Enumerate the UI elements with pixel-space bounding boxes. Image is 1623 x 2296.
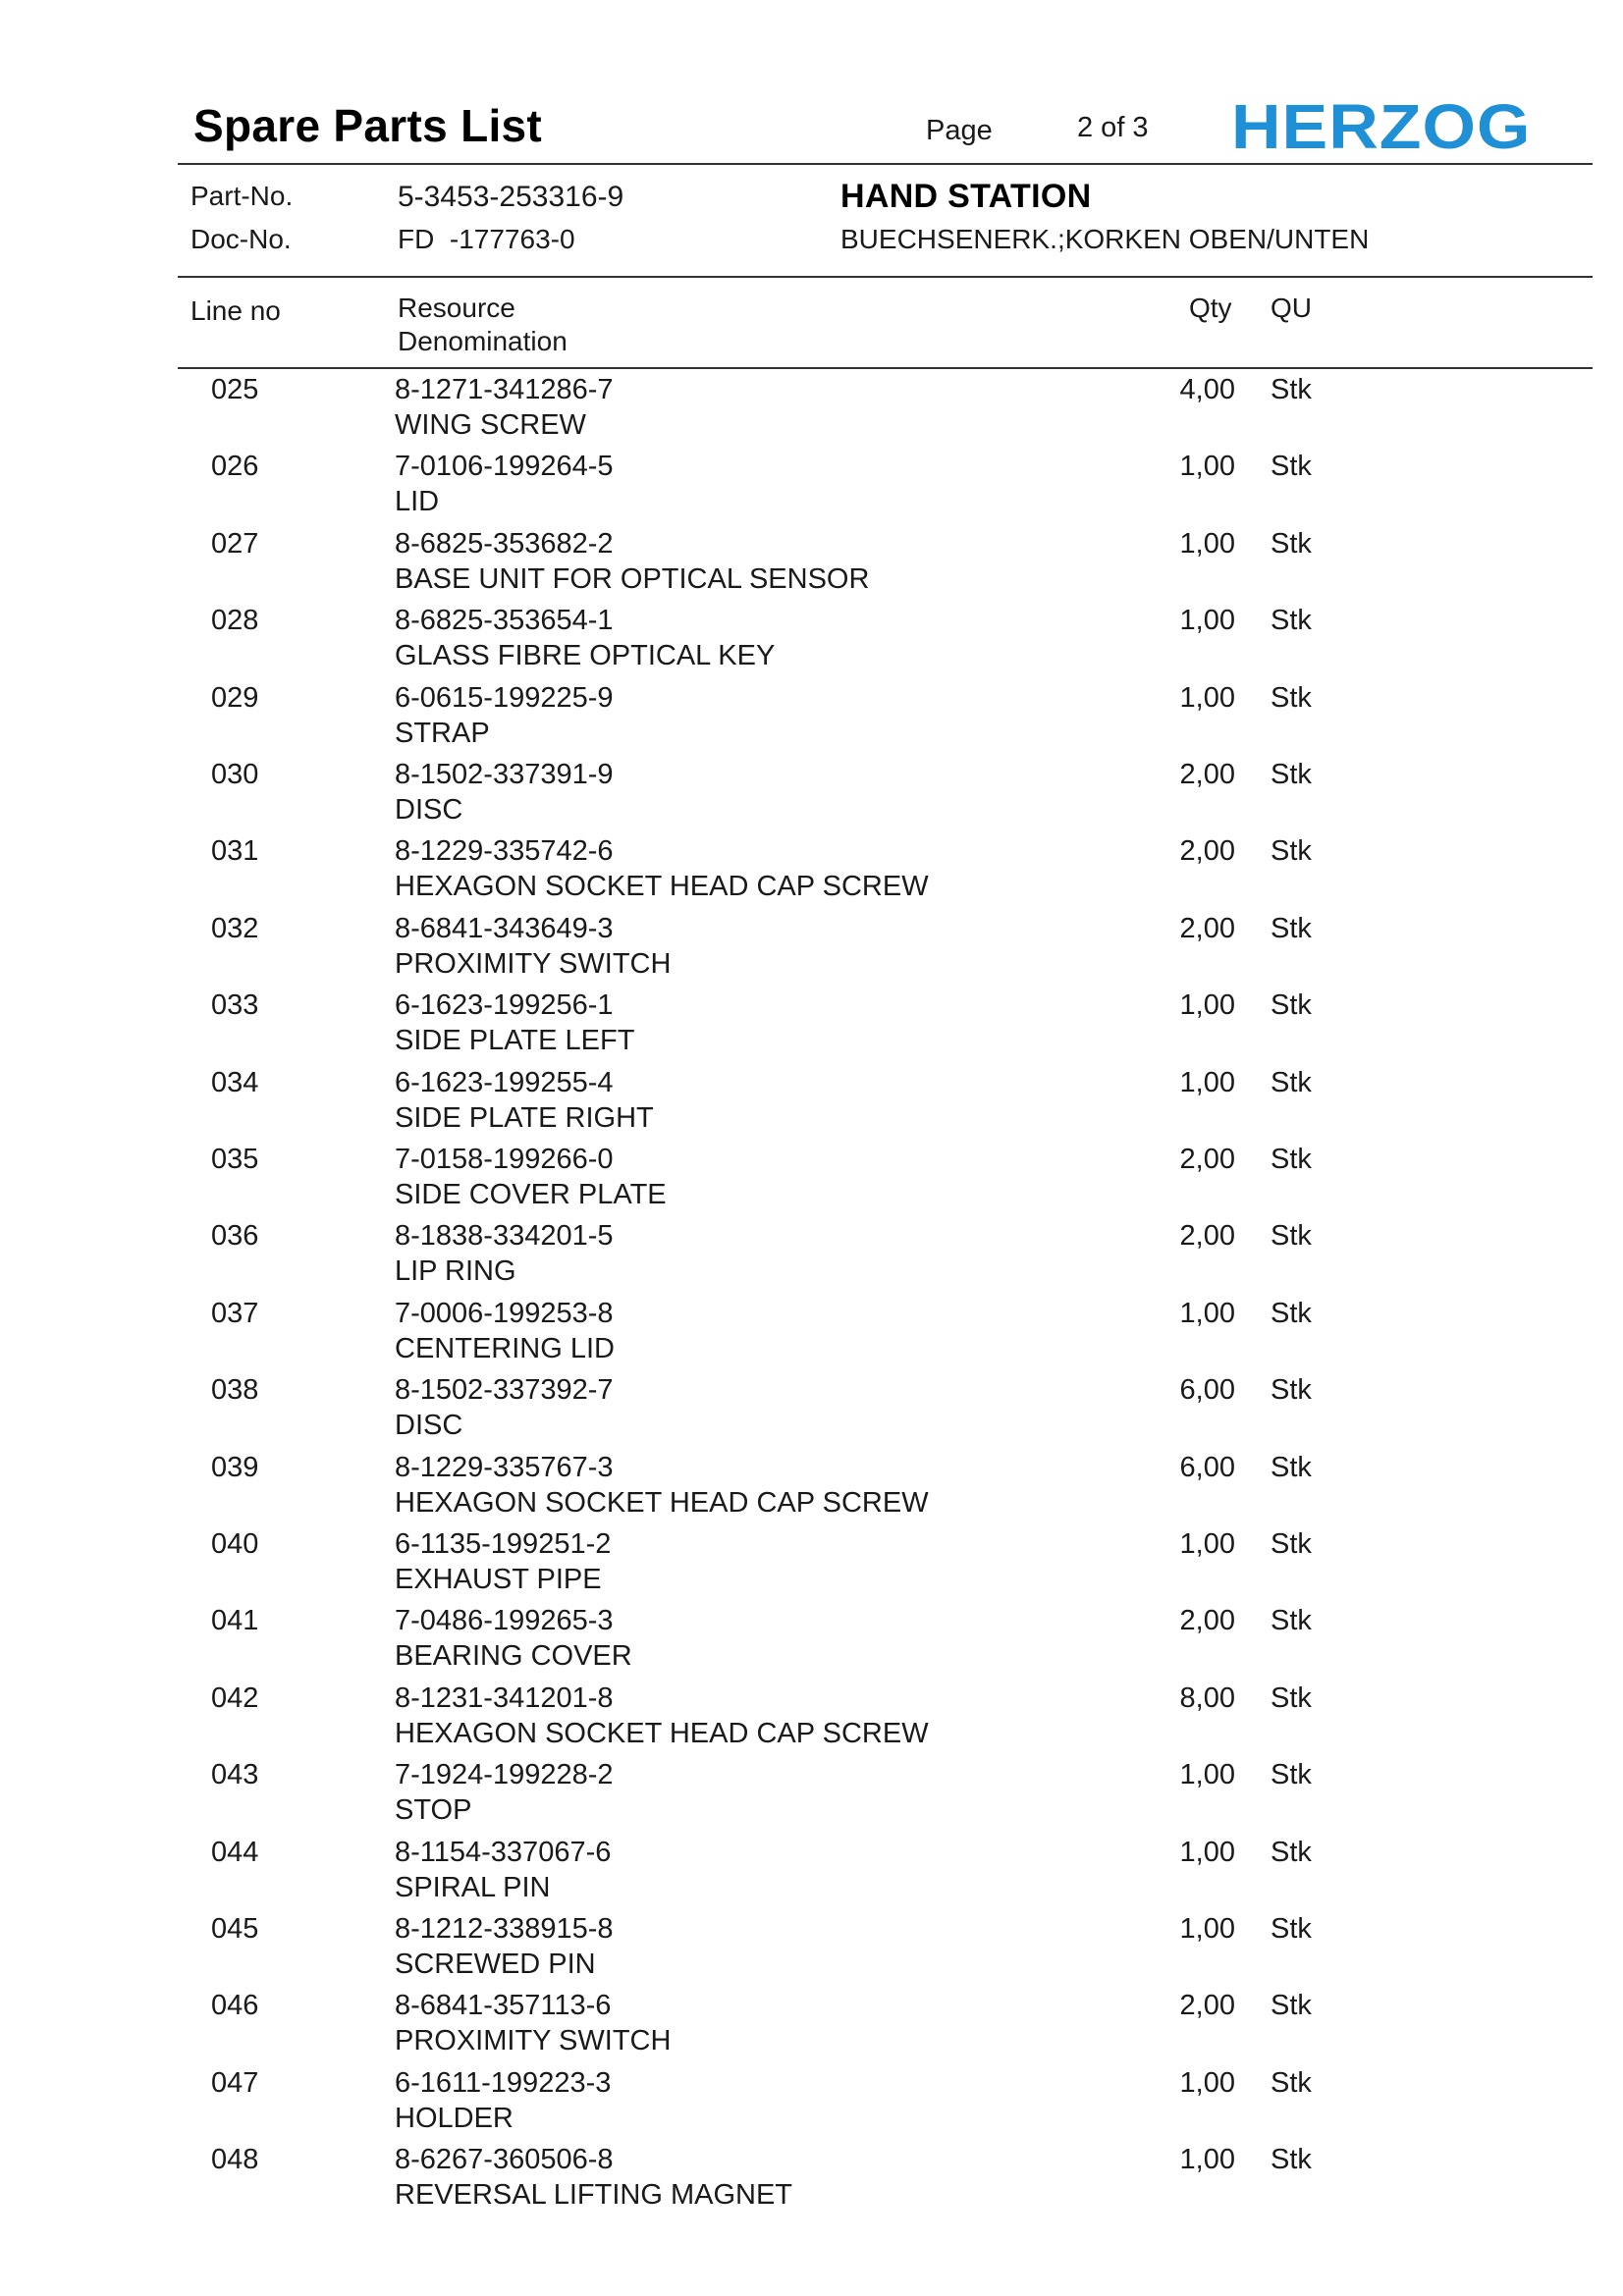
column-header-resource: Resource	[398, 293, 515, 323]
line-number: 040	[211, 1528, 259, 1560]
quantity-unit: Stk	[1271, 1682, 1312, 1714]
quantity-unit: Stk	[1271, 1297, 1312, 1329]
resource-number: 8-1231-341201-8	[395, 1682, 614, 1714]
quantity-unit: Stk	[1271, 1066, 1312, 1098]
quantity-unit: Stk	[1271, 451, 1312, 483]
product-subtitle: BUECHSENERK.;KORKEN OBEN/UNTEN	[840, 224, 1370, 254]
quantity: 1,00	[1179, 1913, 1235, 1945]
quantity: 2,00	[1179, 759, 1235, 790]
quantity: 2,00	[1179, 1990, 1235, 2022]
quantity-unit: Stk	[1271, 1759, 1312, 1791]
line-number: 026	[211, 451, 259, 483]
denomination: PROXIMITY SWITCH	[395, 947, 672, 980]
line-number: 038	[211, 1374, 259, 1407]
resource-number: 8-6825-353654-1	[395, 605, 614, 637]
quantity: 1,00	[1179, 1297, 1235, 1329]
denomination: WING SCREW	[395, 409, 586, 441]
quantity: 1,00	[1179, 605, 1235, 637]
denomination: HOLDER	[395, 2102, 514, 2134]
resource-number: 8-6825-353682-2	[395, 527, 614, 560]
quantity-unit: Stk	[1271, 1913, 1312, 1945]
product-title: HAND STATION	[840, 178, 1092, 215]
denomination: HEXAGON SOCKET HEAD CAP SCREW	[395, 871, 929, 903]
denomination: STOP	[395, 1794, 472, 1827]
line-number: 043	[211, 1759, 259, 1791]
denomination: BASE UNIT FOR OPTICAL SENSOR	[395, 562, 870, 595]
resource-number: 7-0006-199253-8	[395, 1297, 614, 1329]
quantity: 2,00	[1179, 1605, 1235, 1637]
denomination: SIDE COVER PLATE	[395, 1179, 667, 1210]
resource-number: 8-1838-334201-5	[395, 1220, 614, 1253]
resource-number: 7-1924-199228-2	[395, 1759, 614, 1791]
quantity-unit: Stk	[1271, 1374, 1312, 1407]
header-divider	[178, 163, 1593, 165]
quantity: 2,00	[1179, 835, 1235, 868]
column-header-qty: Qty	[1189, 293, 1232, 323]
quantity-unit: Stk	[1271, 1528, 1312, 1560]
quantity-unit: Stk	[1271, 1990, 1312, 2022]
resource-number: 7-0106-199264-5	[395, 451, 614, 483]
denomination: SPIRAL PIN	[395, 1871, 551, 1903]
denomination: PROXIMITY SWITCH	[395, 2025, 672, 2057]
quantity: 1,00	[1179, 1836, 1235, 1868]
quantity-unit: Stk	[1271, 527, 1312, 560]
denomination: GLASS FIBRE OPTICAL KEY	[395, 640, 776, 672]
quantity: 1,00	[1179, 681, 1235, 714]
line-number: 046	[211, 1990, 259, 2022]
line-number: 028	[211, 605, 259, 637]
quantity-unit: Stk	[1271, 912, 1312, 944]
column-header-denomination: Denomination	[398, 326, 568, 356]
column-header-divider	[178, 367, 1593, 369]
column-header-qu: QU	[1271, 293, 1312, 323]
quantity-unit: Stk	[1271, 1605, 1312, 1637]
quantity: 2,00	[1179, 912, 1235, 944]
quantity: 1,00	[1179, 2144, 1235, 2176]
quantity: 1,00	[1179, 2066, 1235, 2099]
quantity: 6,00	[1179, 1374, 1235, 1407]
denomination: LID	[395, 486, 440, 518]
line-number: 039	[211, 1451, 259, 1483]
quantity-unit: Stk	[1271, 759, 1312, 790]
denomination: STRAP	[395, 717, 490, 749]
resource-number: 8-1502-337391-9	[395, 759, 614, 790]
line-number: 027	[211, 527, 259, 560]
quantity: 1,00	[1179, 1066, 1235, 1098]
doc-no-label: Doc-No.	[190, 224, 292, 254]
quantity: 2,00	[1179, 1220, 1235, 1253]
resource-number: 8-1502-337392-7	[395, 1374, 614, 1407]
resource-number: 6-1623-199255-4	[395, 1066, 614, 1098]
denomination: EXHAUST PIPE	[395, 1564, 602, 1595]
line-number: 037	[211, 1297, 259, 1329]
resource-number: 7-0486-199265-3	[395, 1605, 614, 1637]
quantity-unit: Stk	[1271, 835, 1312, 868]
line-number: 041	[211, 1605, 259, 1637]
line-number: 032	[211, 912, 259, 944]
line-number: 042	[211, 1682, 259, 1714]
resource-number: 6-1135-199251-2	[395, 1528, 612, 1560]
quantity-unit: Stk	[1271, 1220, 1312, 1253]
quantity: 1,00	[1179, 451, 1235, 483]
line-number: 048	[211, 2144, 259, 2176]
line-number: 044	[211, 1836, 259, 1868]
denomination: SIDE PLATE RIGHT	[395, 1101, 654, 1134]
denomination: LIP RING	[395, 1255, 516, 1288]
line-number: 033	[211, 989, 259, 1022]
line-number: 031	[211, 835, 259, 868]
page-number: 2 of 3	[1077, 112, 1149, 143]
resource-number: 8-1229-335767-3	[395, 1451, 614, 1483]
line-number: 034	[211, 1066, 259, 1098]
line-number: 030	[211, 759, 259, 790]
quantity-unit: Stk	[1271, 605, 1312, 637]
part-no-label: Part-No.	[190, 181, 294, 211]
quantity-unit: Stk	[1271, 374, 1312, 405]
quantity-unit: Stk	[1271, 2144, 1312, 2176]
page-title: Spare Parts List	[193, 100, 543, 151]
line-number: 036	[211, 1220, 259, 1253]
quantity-unit: Stk	[1271, 1144, 1312, 1175]
line-number: 025	[211, 374, 259, 405]
resource-number: 8-1154-337067-6	[395, 1836, 612, 1868]
denomination: DISC	[395, 794, 463, 826]
part-no-value: 5-3453-253316-9	[398, 181, 624, 213]
quantity: 2,00	[1179, 1144, 1235, 1175]
quantity: 6,00	[1179, 1451, 1235, 1483]
quantity: 8,00	[1179, 1682, 1235, 1714]
column-header-line-no: Line no	[190, 295, 281, 326]
resource-number: 8-1212-338915-8	[395, 1913, 614, 1945]
line-number: 045	[211, 1913, 259, 1945]
quantity-unit: Stk	[1271, 1836, 1312, 1868]
denomination: REVERSAL LIFTING MAGNET	[395, 2179, 792, 2212]
quantity: 1,00	[1179, 527, 1235, 560]
resource-number: 8-1271-341286-7	[395, 374, 614, 405]
line-number: 047	[211, 2066, 259, 2099]
quantity-unit: Stk	[1271, 681, 1312, 714]
resource-number: 8-6841-343649-3	[395, 912, 614, 944]
resource-number: 6-0615-199225-9	[395, 681, 614, 714]
quantity: 1,00	[1179, 1759, 1235, 1791]
denomination: SIDE PLATE LEFT	[395, 1025, 635, 1057]
denomination: SCREWED PIN	[395, 1949, 596, 1980]
resource-number: 6-1611-199223-3	[395, 2066, 612, 2099]
resource-number: 7-0158-199266-0	[395, 1144, 614, 1175]
doc-no-value: FD -177763-0	[398, 224, 575, 254]
herzog-logo: HERZOG	[1231, 90, 1532, 162]
denomination: DISC	[395, 1410, 463, 1442]
resource-number: 8-6267-360506-8	[395, 2144, 614, 2176]
resource-number: 6-1623-199256-1	[395, 989, 614, 1022]
quantity: 1,00	[1179, 989, 1235, 1022]
quantity-unit: Stk	[1271, 2066, 1312, 2099]
denomination: BEARING COVER	[395, 1640, 632, 1673]
quantity: 1,00	[1179, 1528, 1235, 1560]
page-label: Page	[926, 115, 993, 146]
info-divider	[178, 276, 1593, 278]
resource-number: 8-1229-335742-6	[395, 835, 614, 868]
quantity-unit: Stk	[1271, 1451, 1312, 1483]
quantity-unit: Stk	[1271, 989, 1312, 1022]
denomination: HEXAGON SOCKET HEAD CAP SCREW	[395, 1486, 929, 1519]
resource-number: 8-6841-357113-6	[395, 1990, 612, 2022]
denomination: HEXAGON SOCKET HEAD CAP SCREW	[395, 1717, 929, 1749]
line-number: 035	[211, 1144, 259, 1175]
denomination: CENTERING LID	[395, 1332, 615, 1364]
quantity: 4,00	[1179, 374, 1235, 405]
line-number: 029	[211, 681, 259, 714]
